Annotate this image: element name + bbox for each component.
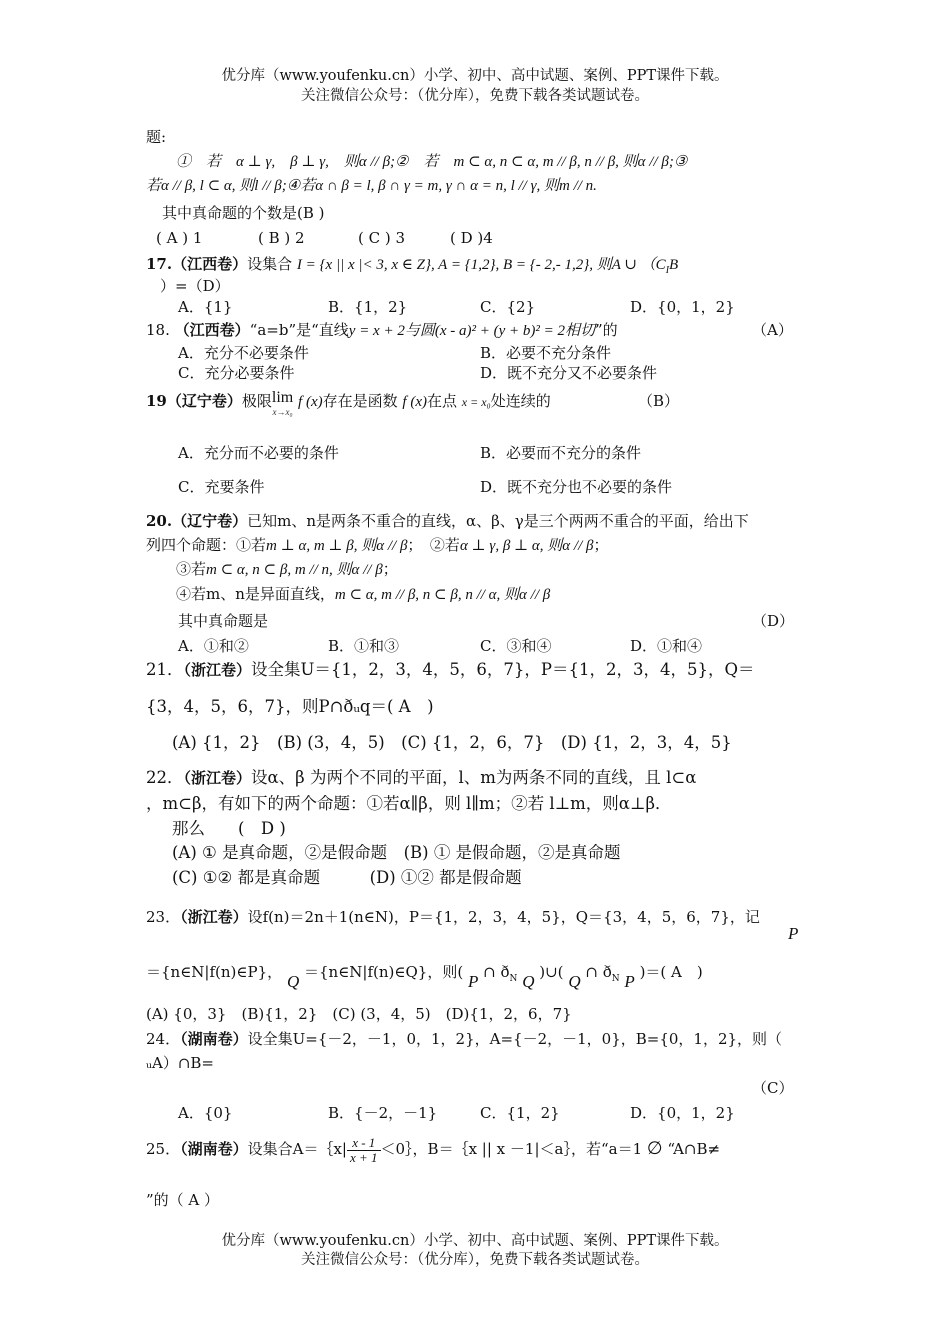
q19-lim-text: lim: [271, 389, 294, 406]
q19-answer: （B）: [638, 392, 680, 410]
q23-text-1: 设f(n)＝2n＋1(n∈N)，P＝{1，2，3，4，5}，Q＝{3，4，5，6，7}，记: [247, 908, 760, 926]
q23-q-bar: Q: [286, 972, 300, 991]
q23-line-2: [146, 962, 703, 989]
q19-fx-2: f (x): [402, 394, 427, 410]
q17-set-expression: I = {x || x |< 3, x ∈ Z}, A = {1,2}, B = {- 2,- 1,2}, 则A ∪ （C: [296, 257, 666, 273]
q16-tail: 题:: [146, 128, 167, 146]
q17-line-2: ）=（D）: [160, 277, 230, 295]
q19-option-a: A．充分而不必要的条件: [178, 444, 339, 462]
q25-source: （湖南卷）: [180, 1140, 248, 1158]
q25-fraction-denominator: x + 1: [349, 1149, 378, 1165]
q18-source: （江西卷）: [174, 321, 250, 339]
q19-stem: 极限: [241, 392, 272, 410]
q18-stem: “a=b”是“直线: [249, 321, 349, 339]
q22-text-1: 设α、β 为两个不同的平面，l、m为两条不同的直线，且 l⊂α: [251, 768, 697, 787]
q20-math-2b: α ⊥ γ, β ⊥ α, 则α // β: [459, 538, 594, 554]
q18-option-d: D．既不充分又不必要条件: [480, 364, 658, 382]
q20-math-4: m ⊂ α, m // β, n ⊂ β, n // α, 则α // β: [334, 587, 551, 603]
q25-number: 25．: [146, 1140, 181, 1158]
q23-text-2b: ＝{n∈N|f(n)∈Q}，则(: [304, 963, 464, 981]
q20-option-c: C．③和④: [480, 637, 552, 655]
q17-option-c: C．{2}: [480, 298, 536, 316]
q24-line-1: [146, 1029, 782, 1049]
q18-expression: y = x + 2与圆(x - a)² + (y + b)² = 2相切: [348, 323, 595, 339]
q18-answer: （A）: [752, 321, 793, 339]
q25-fraction: [347, 1136, 381, 1165]
q16-statement-line-1: ① 若 α ⊥ γ, β ⊥ γ, 则α // β;② 若 m ⊂ α, n ⊂ α, m // β, n // β, 则α // β;③: [176, 154, 688, 170]
q16-option-a: ( A ) 1: [156, 229, 203, 247]
q23-options: (A) {0，3} (B){1，2} (C) (3，4，5) (D){1，2，6，7}: [146, 1005, 572, 1023]
q18-option-c: C．充分必要条件: [178, 364, 295, 382]
q20-answer: （D）: [752, 612, 795, 630]
q17-tail: B: [669, 257, 679, 273]
q24-option-b: B．{－2，－1}: [328, 1104, 438, 1122]
q20-math-2a: m ⊥ α, m ⊥ β, 则α // β: [266, 538, 408, 554]
q19-number: 19: [146, 392, 167, 410]
q22-line-1: [146, 768, 696, 788]
q24-option-c: C．{1，2}: [480, 1104, 560, 1122]
q19-lim-subscript: x→x₀: [272, 407, 293, 417]
q17-stem: 设集合: [247, 255, 293, 273]
q23-sub-n-2: N: [611, 974, 620, 984]
q18-option-a: A．充分不必要条件: [178, 344, 309, 362]
q17-source: （江西卷）: [172, 255, 248, 273]
q24-source: （湖南卷）: [180, 1030, 248, 1048]
q25-line-1: [146, 1133, 720, 1165]
q16-statement-line-2: 若α // β, l ⊂ α, 则l // β;④若α ∩ β = l, β ∩ γ = m, γ ∩ α = n, l // γ, 则m // n.: [146, 178, 597, 194]
q19-option-d: D．既不充分也不必要的条件: [480, 478, 673, 496]
q19-mid: 存在是函数: [322, 392, 398, 410]
q25-fraction-numerator: x - 1: [347, 1136, 381, 1151]
q23-q-bar-3: Q: [568, 972, 581, 991]
q16-question: 其中真命题的个数是(B ): [162, 204, 325, 222]
q19-limit: [272, 391, 293, 419]
q17-option-a: A．{1}: [178, 298, 233, 316]
q19-option-b: B．必要而不充分的条件: [480, 444, 642, 462]
q23-source: （浙江卷）: [180, 908, 248, 926]
q16-option-c: ( C ) 3: [358, 229, 406, 247]
q23-q-bar-2: Q: [522, 972, 535, 991]
q23-text-2f: )＝( A ): [639, 963, 703, 981]
q23-number: 23．: [146, 908, 181, 926]
q22-options-cd: (C) ①② 都是真命题 (D) ①② 都是假命题: [172, 868, 522, 887]
q20-text-3a: ③若: [176, 560, 207, 578]
q19-point: x = x₀: [461, 395, 491, 409]
q22-source: （浙江卷）: [183, 769, 252, 787]
q23-p-bar: P: [788, 924, 799, 943]
q20-text-4a: ④若m、n是异面直线，: [176, 585, 335, 603]
q20-source: （辽宁卷）: [172, 512, 248, 530]
q18-line-1: [146, 320, 618, 341]
q20-option-b: B．①和③: [328, 637, 400, 655]
q25-line-2: ”的（ A ）: [146, 1191, 220, 1209]
q21-number: 21．: [146, 660, 184, 679]
q20-line-1: [146, 511, 749, 531]
q24-text-1: 设全集U={－2，－1，0，1，2}，A={－2，－1，0}，B={0，1，2}，则（: [247, 1030, 783, 1048]
footer-line-1: 优分库（www.youfenku.cn）小学、初中、高中试题、案例、PPT课件下载。: [221, 1233, 729, 1249]
q23-text-2e: ∩ ð: [585, 963, 612, 981]
q23-p-bar-2: P: [467, 972, 479, 991]
q25-empty-set-symbol: ∅: [646, 1138, 663, 1159]
q25-mid: ＜0｝，B＝｛x || x －1|＜a｝，若“a＝1: [380, 1140, 643, 1158]
q24-option-a: A．{0}: [178, 1104, 233, 1122]
footer-line-2: 关注微信公众号：（优分库），免费下载各类试题试卷。: [301, 1252, 649, 1268]
q24-number: 24．: [146, 1030, 181, 1048]
q23-text-2c: ∩ ð: [483, 963, 510, 981]
q19-tail: 处连续的: [490, 392, 551, 410]
q20-text-2a: 列四个命题：①若: [146, 536, 267, 554]
q24-line-2: ᵤA）∩B=: [146, 1054, 214, 1072]
q19-option-c: C．充要条件: [178, 478, 265, 496]
q16-option-b: ( B ) 2: [258, 229, 305, 247]
q21-line-2: {3，4，5，6，7}，则P∩ðᵤq＝( A ): [146, 697, 434, 716]
q20-question: 其中真命题是: [178, 612, 269, 630]
q16-option-d: ( D )4: [450, 229, 493, 247]
q23-text-2d: )∪(: [539, 963, 564, 981]
q23-p-bar-3: P: [624, 972, 635, 991]
q25-tail: “A∩B≠: [667, 1140, 721, 1158]
q19-line: [146, 391, 551, 419]
q17-number: 17.: [146, 255, 173, 273]
q24-option-d: D．{0，1，2}: [630, 1104, 735, 1122]
q20-line-3: [176, 559, 398, 580]
q18-number: 18.: [146, 321, 170, 339]
q20-option-d: D．①和④: [630, 637, 703, 655]
q23-text-2a: ＝{n∈N|f(n)∈P}，: [146, 963, 283, 981]
q17-option-b: B．{1，2}: [328, 298, 408, 316]
q20-number: 20.: [146, 512, 173, 530]
q20-option-a: A．①和②: [178, 637, 249, 655]
header-line-1: 优分库（www.youfenku.cn）小学、初中、高中试题、案例、PPT课件下载。: [221, 68, 729, 84]
q20-line-4: [176, 584, 550, 605]
q20-text-1: 已知m、n是两条不重合的直线，α、β、γ是三个两两不重合的平面，给出下: [247, 512, 749, 530]
q25-stem: 设集合A＝｛x|: [247, 1140, 347, 1158]
q22-line-2: ，m⊂β，有如下的两个命题：①若α∥β，则 l∥m；②若 l⊥m，则α⊥β．: [146, 794, 672, 813]
q23-sub-n: N: [509, 974, 518, 984]
q20-math-3: m ⊂ α, n ⊂ β, m // n, 则α // β: [206, 562, 383, 578]
q19-fx: f (x): [298, 394, 323, 410]
q20-text-2b: ； ②若: [407, 536, 460, 554]
q21-source: （浙江卷）: [183, 661, 252, 679]
q23-line-1: [146, 907, 760, 927]
q20-text-3c: ；: [382, 560, 398, 578]
q19-mid-2: 在点: [426, 392, 457, 410]
q22-options-ab: (A) ① 是真命题，②是假命题 (B) ① 是假命题，②是真命题: [172, 843, 621, 862]
q22-number: 22．: [146, 768, 184, 787]
q21-line-1: [146, 660, 755, 680]
q20-line-2: [146, 535, 608, 556]
q20-text-2c: ；: [593, 536, 609, 554]
q18-option-b: B．必要不充分条件: [480, 344, 612, 362]
q19-source: （辽宁卷）: [166, 392, 242, 410]
q17-subscript: I: [665, 265, 670, 276]
q21-options: (A) {1，2} (B) (3，4，5) (C) {1，2，6，7} (D) {1，2，3，4，5}: [172, 733, 732, 752]
q22-line-3: 那么 ( D ): [172, 819, 286, 838]
q24-answer: （C）: [752, 1079, 794, 1097]
q17-option-d: D．{0，1，2}: [630, 298, 735, 316]
header-line-2: 关注微信公众号：（优分库），免费下载各类试题试卷。: [301, 88, 649, 104]
q21-text-1: 设全集U＝{1，2，3，4，5，6，7}，P＝{1，2，3，4，5}，Q＝: [251, 660, 755, 679]
q18-tail: ”的: [595, 321, 618, 339]
